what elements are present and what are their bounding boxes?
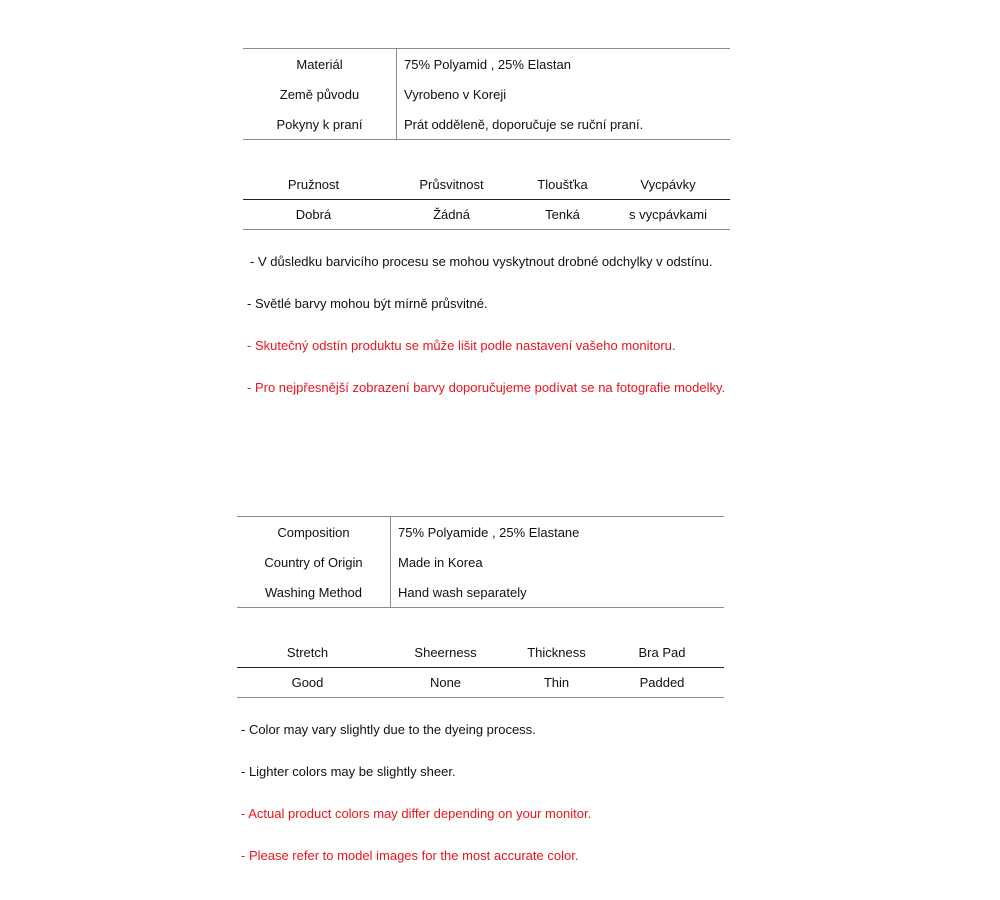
spec-label: Pokyny k praní xyxy=(243,109,397,140)
feature-value-sheerness: None xyxy=(378,668,513,698)
note-sheer: - Světlé barvy mohou být mírně průsvitné. xyxy=(247,296,488,311)
spec-value: Prát odděleně, doporučuje se ruční praní. xyxy=(404,116,644,132)
feature-header-thickness: Tloušťka xyxy=(519,170,606,200)
feature-header-thickness: Thickness xyxy=(513,638,600,668)
spec-value: 75% Polyamide , 25% Elastane xyxy=(398,524,580,540)
czech-product-info xyxy=(243,48,730,421)
feature-header-sheerness: Průsvitnost xyxy=(384,170,519,200)
english-product-info xyxy=(237,516,724,889)
english-notes xyxy=(237,721,724,889)
spec-value: 75% Polyamid , 25% Elastan xyxy=(404,56,571,72)
feature-value-row xyxy=(243,200,730,230)
feature-header-pad: Bra Pad xyxy=(600,638,724,668)
note-dyeing: - V důsledku barvicího procesu se mohou vyskytnout drobné odchylky v odstínu. xyxy=(250,254,713,269)
feature-header-pad: Vycpávky xyxy=(606,170,730,200)
czech-feature-table xyxy=(243,170,730,230)
czech-spec-table xyxy=(243,48,730,140)
feature-value-sheerness: Žádná xyxy=(384,200,519,230)
feature-header-sheerness: Sheerness xyxy=(378,638,513,668)
spec-label: Materiál xyxy=(243,49,397,80)
feature-header-row xyxy=(243,170,730,200)
spec-row-washing xyxy=(243,109,730,140)
spec-row-origin xyxy=(243,79,730,109)
spec-label: Země původu xyxy=(243,79,397,109)
feature-value-thickness: Tenká xyxy=(519,200,606,230)
spec-row-composition xyxy=(237,517,724,548)
feature-value-row xyxy=(237,668,724,698)
note-sheer: - Lighter colors may be slightly sheer. xyxy=(241,764,456,779)
feature-value-thickness: Thin xyxy=(513,668,600,698)
spec-value: Made in Korea xyxy=(398,554,483,570)
spec-label: Country of Origin xyxy=(237,547,391,577)
spec-row-origin xyxy=(237,547,724,577)
feature-value-pad: Padded xyxy=(600,668,724,698)
spec-label: Composition xyxy=(237,517,391,548)
spec-row-washing xyxy=(237,577,724,608)
spec-value: Hand wash separately xyxy=(398,584,527,600)
feature-value-stretch: Good xyxy=(237,668,378,698)
note-monitor: - Skutečný odstín produktu se může lišit podle nastavení vašeho monitoru. xyxy=(247,338,676,353)
feature-header-row xyxy=(237,638,724,668)
spec-value: Vyrobeno v Koreji xyxy=(404,86,507,102)
note-monitor: - Actual product colors may differ depending on your monitor. xyxy=(241,806,592,821)
feature-header-stretch: Pružnost xyxy=(243,170,384,200)
spec-row-material xyxy=(243,49,730,80)
czech-notes xyxy=(243,253,730,421)
note-dyeing: - Color may vary slightly due to the dyeing process. xyxy=(241,722,536,737)
english-spec-table xyxy=(237,516,724,608)
note-model-images: - Please refer to model images for the most accurate color. xyxy=(241,848,579,863)
note-model-images: - Pro nejpřesnější zobrazení barvy doporučujeme podívat se na fotografie modelky. xyxy=(247,380,726,395)
spec-label: Washing Method xyxy=(237,577,391,608)
feature-value-pad: s vycpávkami xyxy=(606,200,730,230)
english-feature-table xyxy=(237,638,724,698)
feature-value-stretch: Dobrá xyxy=(243,200,384,230)
feature-header-stretch: Stretch xyxy=(237,638,378,668)
